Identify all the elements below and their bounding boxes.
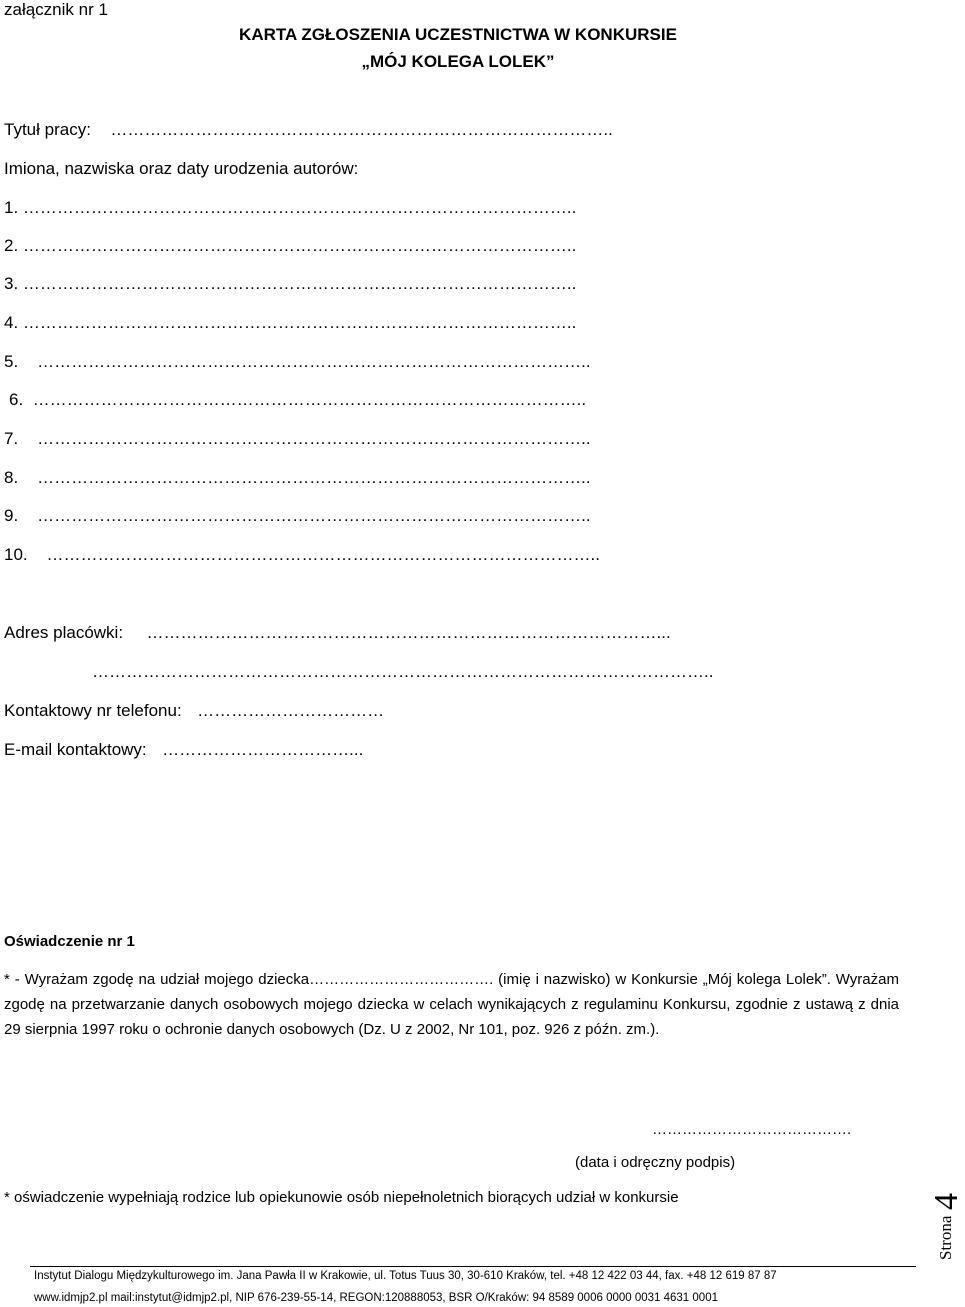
- author-number: 3.: [4, 274, 19, 293]
- contest-name: „MÓJ KOLEGA LOLEK”: [361, 52, 555, 71]
- author-line-2[interactable]: [4, 236, 576, 256]
- author-number: 10.: [4, 545, 28, 564]
- author-dots: ……………………………………………………………………………………..: [32, 390, 587, 409]
- address-dots-line2[interactable]: ………………………………………………………………………………………………..: [92, 662, 714, 681]
- address-field[interactable]: [4, 623, 671, 643]
- declaration-title: Oświadczenie nr 1: [4, 933, 135, 950]
- declaration-text: [4, 967, 899, 1042]
- footnote: * oświadczenie wypełniają rodzice lub opiekunowie osób niepełnoletnich biorących udział w konkursie: [4, 1189, 679, 1206]
- declaration-part1: * - Wyrażam zgodę na udział mojego dziecka: [4, 971, 310, 988]
- author-line-6[interactable]: [9, 390, 586, 410]
- author-line-1[interactable]: [4, 198, 576, 218]
- author-number: 4.: [4, 313, 19, 332]
- author-line-7[interactable]: [4, 429, 591, 449]
- annex-label: załącznik nr 1: [4, 0, 108, 19]
- author-number: 1.: [4, 198, 19, 217]
- authors-label: Imiona, nazwiska oraz daty urodzenia autorów:: [4, 159, 359, 178]
- footer-address: Instytut Dialogu Międzykulturowego im. Jana Pawła II w Krakowie, ul. Totus Tuus 30, 30-610 Kraków, tel. +48 12 422 03 44, fax. +48 12 619 87 87: [34, 1270, 777, 1282]
- author-number: 2.: [4, 236, 19, 255]
- author-dots: ……………………………………………………………………………………..: [37, 352, 591, 371]
- author-dots: ……………………………………………………………………………………..: [37, 506, 591, 525]
- phone-label: Kontaktowy nr telefonu:: [4, 701, 182, 720]
- author-dots: ……………………………………………………………………………………..: [37, 429, 591, 448]
- declaration-part2: (imię i nazwisko) w Konkursie „Mój kolega Lolek”. Wyrażam zgodę na przetwarzanie danych osobowych mojego dziecka w celach wynikających z regulaminu Konkursu, zgodnie z ustawą z dnia 29 sierpnia 1997 roku o ochronie danych osobowych (Dz. U z 2002, Nr 101, poz. 926 z późn. zm.).: [4, 971, 899, 1038]
- author-dots: ……………………………………………………………………………………..: [37, 468, 591, 487]
- footer-contact: www.idmjp2.pl mail:instytut@idmjp2.pl, NIP 676-239-55-14, REGON:120888053, BSR O/Kraków: 94 8589 0006 0000 0031 4631 0001: [34, 1292, 718, 1304]
- page-word: Strona: [936, 1215, 955, 1260]
- email-label: E-mail kontaktowy:: [4, 740, 147, 759]
- author-dots: ……………………………………………………………………………………..: [46, 545, 600, 564]
- author-dots: ……………………………………………………………………………………..: [22, 313, 577, 332]
- author-number: 9.: [4, 506, 19, 525]
- author-line-5[interactable]: [4, 352, 591, 372]
- footer-divider: [30, 1266, 916, 1267]
- signature-label: (data i odręczny podpis): [575, 1154, 736, 1171]
- page-number: 4: [928, 1193, 965, 1210]
- page-number-graphic: [913, 1178, 965, 1260]
- phone-dots: ……………………………: [197, 701, 385, 720]
- author-number: 5.: [4, 352, 19, 371]
- form-title: KARTA ZGŁOSZENIA UCZESTNICTWA W KONKURSIE: [239, 25, 677, 44]
- page-number-label: [913, 1178, 965, 1260]
- child-name-dots[interactable]: ……………………………….: [309, 971, 494, 988]
- email-field[interactable]: [4, 740, 363, 760]
- signature-dots[interactable]: ………………………………….: [652, 1121, 852, 1138]
- phone-field[interactable]: [4, 701, 384, 721]
- author-number: 6.: [9, 390, 24, 409]
- email-dots: ……………………………...: [162, 740, 364, 759]
- work-title-field[interactable]: [4, 120, 613, 140]
- author-line-10[interactable]: [4, 545, 600, 565]
- author-number: 8.: [4, 468, 19, 487]
- author-number: 7.: [4, 429, 19, 448]
- author-line-3[interactable]: [4, 274, 576, 294]
- address-label: Adres placówki:: [4, 623, 124, 642]
- work-title-dots: ……………………………………………………………………………..: [110, 120, 613, 139]
- address-dots-line1: ………………………………………………………………………………...: [146, 623, 671, 642]
- author-dots: ……………………………………………………………………………………..: [22, 198, 577, 217]
- author-line-9[interactable]: [4, 506, 591, 526]
- author-line-8[interactable]: [4, 468, 591, 488]
- author-dots: ……………………………………………………………………………………..: [22, 274, 577, 293]
- author-line-4[interactable]: [4, 313, 576, 333]
- author-dots: ……………………………………………………………………………………..: [22, 236, 577, 255]
- work-title-label: Tytuł pracy:: [4, 120, 91, 139]
